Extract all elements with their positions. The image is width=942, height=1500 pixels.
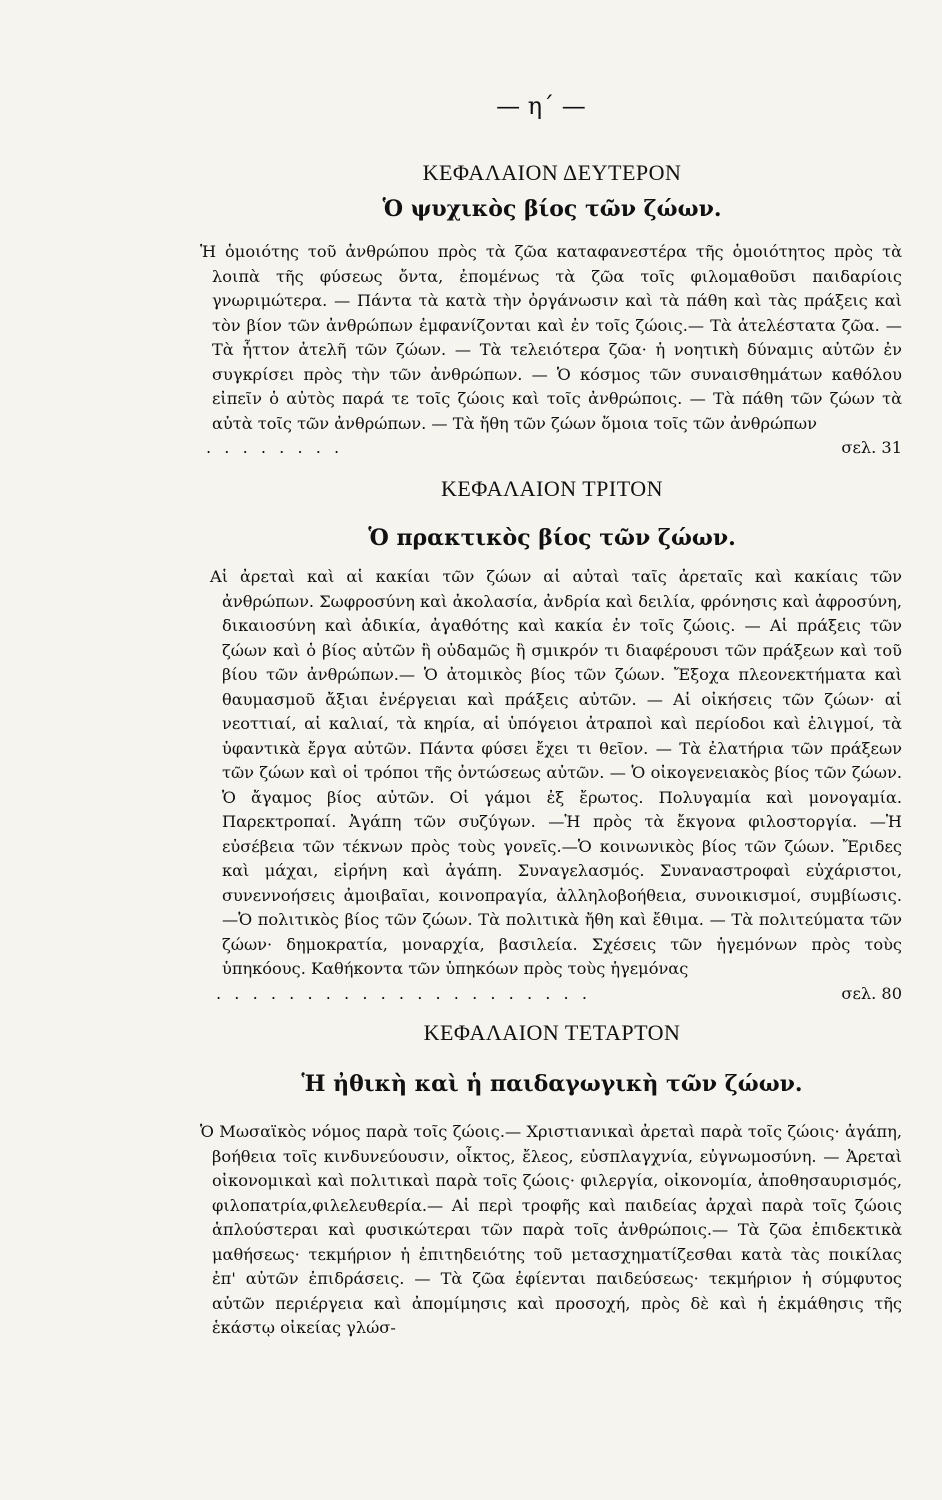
chapter-3-title: Ὁ πρακτικὸς βίος τῶν ζώων. — [368, 525, 736, 551]
chapter-3-summary-block — [210, 565, 902, 1006]
chapter-2-summary-block — [200, 240, 902, 460]
leader-dots: . . . . . . . . . . . . . . . . . . . . . — [216, 983, 591, 1003]
chapter-3-heading: ΚΕΦΑΛΑΙΟΝ ΤΡΙΤΟΝ — [440, 476, 664, 501]
chapter-2-page-ref-line — [200, 436, 902, 460]
chapter-4-summary: Ὁ Μωσαϊκὸς νόμος παρὰ τοῖς ζώοις.— Χριστιανικαὶ ἀρεταὶ παρὰ τοῖς ζώοις· ἀγάπη, βοήθεια τοῖς κινδυνεύουσιν, οἶκτος, ἔλεος, εὐσπλαγχνία, εὐγνωμοσύνη. — Ἀρεταὶ οἰκονομικαὶ καὶ πολιτικαὶ παρὰ τοῖς ζώοις· φιλεργία, οἰκονομία, ἀποθησαυρισμός, φιλοπατρία,φιλελευθερία.— Αἱ περὶ τροφῆς καὶ παιδείας ἀρχαὶ παρὰ τοῖς ζώοις ἁπλούστεραι καὶ φυσικώτεραι τῶν παρὰ τοῖς ἀνθρώποις.— Τὰ ζῶα ἐπιδεκτικὰ μαθήσεως· τεκμήριον ἡ ἐπιτηδειότης τοῦ μετασχηματίζεσθαι κατὰ τὰς ποικίλας ἐπ' αὐτῶν ἐπιδράσεις. — Τὰ ζῶα ἐφίενται παιδεύσεως· τεκμήριον ἡ σύμφυτος αὐτῶν περιέργεια καὶ ἀπομίμησις καὶ προσοχή, πρὸς δὲ καὶ ἡ ἐκμάθησις τῆς ἑκάστῳ οἰκείας γλώσ- — [200, 1122, 902, 1337]
chapter-2-summary: Ἡ ὁμοιότης τοῦ ἀνθρώπου πρὸς τὰ ζῶα καταφανεστέρα τῆς ὁμοιότητος πρὸς τὰ λοιπὰ τῆς φύσεως ὄντα, ἐπομένως τὰ ζῶα τοῖς φιλομαθοῦσι παιδαρίοις γνωριμώτερα. — Πάντα τὰ κατὰ τὴν ὀργάνωσιν καὶ τὰ πάθη καὶ τὰς πράξεις καὶ τὸν βίον τῶν ἀνθρώπων ἐμφανίζονται καὶ ἐν τοῖς ζώοις.— Τὰ ἀτελέστατα ζῶα. — Τὰ ἧττον ἀτελῆ τῶν ζώων. — Τὰ τελειότερα ζῶα· ἡ νοητικὴ δύναμις αὐτῶν ἐν συγκρίσει πρὸς τὴν τῶν ἀνθρώπων. — Ὁ κόσμος τῶν συναισθημάτων καθόλου εἰπεῖν ὁ αὐτὸς παρά τε τοῖς ζώοις καὶ τοῖς ἀνθρώποις. — Τὰ πάθη τῶν ζώων τὰ αὐτὰ τοῖς τῶν ἀνθρώπων. — Τὰ ἤθη τῶν ζώων ὅμοια τοῖς τῶν ἀνθρώπων — [200, 242, 902, 433]
leader-dots: . . . . . . . . — [206, 438, 344, 457]
chapter-4-heading: ΚΕΦΑΛΑΙΟΝ ΤΕΤΑΡΤΟΝ — [423, 1020, 681, 1045]
chapter-3-summary: Αἱ ἀρεταὶ καὶ αἱ κακίαι τῶν ζώων αἱ αὐταὶ ταῖς ἀρεταῖς καὶ κακίαις τῶν ἀνθρώπων. Σωφροσύνη καὶ ἀκολασία, ἀνδρία καὶ δειλία, φρόνησις καὶ ἀφροσύνη, δικαιοσύνη καὶ ἀδικία, ἀγαθότης καὶ κακία ἐν τοῖς ζώοις. — Αἱ πράξεις τῶν ζώων καὶ ὁ βίος αὐτῶν ἢ οὐδαμῶς ἢ σμικρόν τι διαφέρουσι τῶν πράξεων καὶ τοῦ βίου τῶν ἀνθρώπων.— Ὁ ἀτομικὸς βίος τῶν ζώων. Ἔξοχα πλεονεκτήματα καὶ θαυμασμοῦ ἄξιαι ἐνέργειαι καὶ πράξεις αὐτῶν. — Αἱ οἰκήσεις τῶν ζώων· αἱ νεοττιαί, αἱ καλιαί, τὰ κηρία, αἱ ὑπόγειοι ἀτραποὶ καὶ περίοδοι καὶ ἑλιγμοί, τὰ ὑφαντικὰ ἔργα αὐτῶν. Πάντα φύσει ἔχει τι θεῖον. — Τὰ ἐλατήρια τῶν πράξεων τῶν ζώων καὶ οἱ τρόποι τῆς ὀντώσεως αὐτῶν. — Ὁ οἰκογενειακὸς βίος τῶν ζώων. Ὁ ἄγαμος βίος αὐτῶν. Οἱ γάμοι ἐξ ἔρωτος. Πολυγαμία καὶ μονογαμία. Παρεκτροπαί. Ἀγάπη τῶν συζύγων. —Ἡ πρὸς τὰ ἔκγονα φιλοστοργία. —Ἡ εὐσέβεια τῶν τέκνων πρὸς τοὺς γονεῖς.—Ὁ κοινωνικὸς βίος τῶν ζώων. Ἔριδες καὶ μάχαι, εἰρήνη καὶ ἀγάπη. Συναγελασμός. Συναναστροφαὶ εὐχάριστοι, συνεννοήσεις ἀμοιβαῖαι, κοινοπραγία, ἀλληλοβοήθεια, συνοικισμοί, συμβίωσις. —Ὁ πολιτικὸς βίος τῶν ζώων. Τὰ πολιτικὰ ἤθη καὶ ἔθιμα. — Τὰ πολιτεύματα τῶν ζώων· δημοκρατία, μοναρχία, βασιλεία. Σχέσεις τῶν ἡγεμόνων πρὸς τοὺς ὑπηκόους. Καθήκοντα τῶν ὑπηκόων πρὸς τοὺς ἡγεμόνας — [210, 567, 902, 978]
chapter-2-heading: ΚΕΦΑΛΑΙΟΝ ΔΕΥΤΕΡΟΝ — [422, 160, 682, 185]
page-number: — η΄ — — [496, 92, 586, 120]
chapter-2-page-ref: σελ. 31 — [841, 438, 902, 457]
chapter-2-title: Ὁ ψυχικὸς βίος τῶν ζώων. — [382, 196, 722, 222]
chapter-3-page-ref: σελ. 80 — [841, 983, 902, 1003]
chapter-3-page-ref-line — [210, 982, 902, 1006]
chapter-4-title: Ἡ ἠθικὴ καὶ ἡ παιδαγωγικὴ τῶν ζώων. — [301, 1071, 803, 1097]
chapter-4-summary-block — [200, 1120, 902, 1341]
